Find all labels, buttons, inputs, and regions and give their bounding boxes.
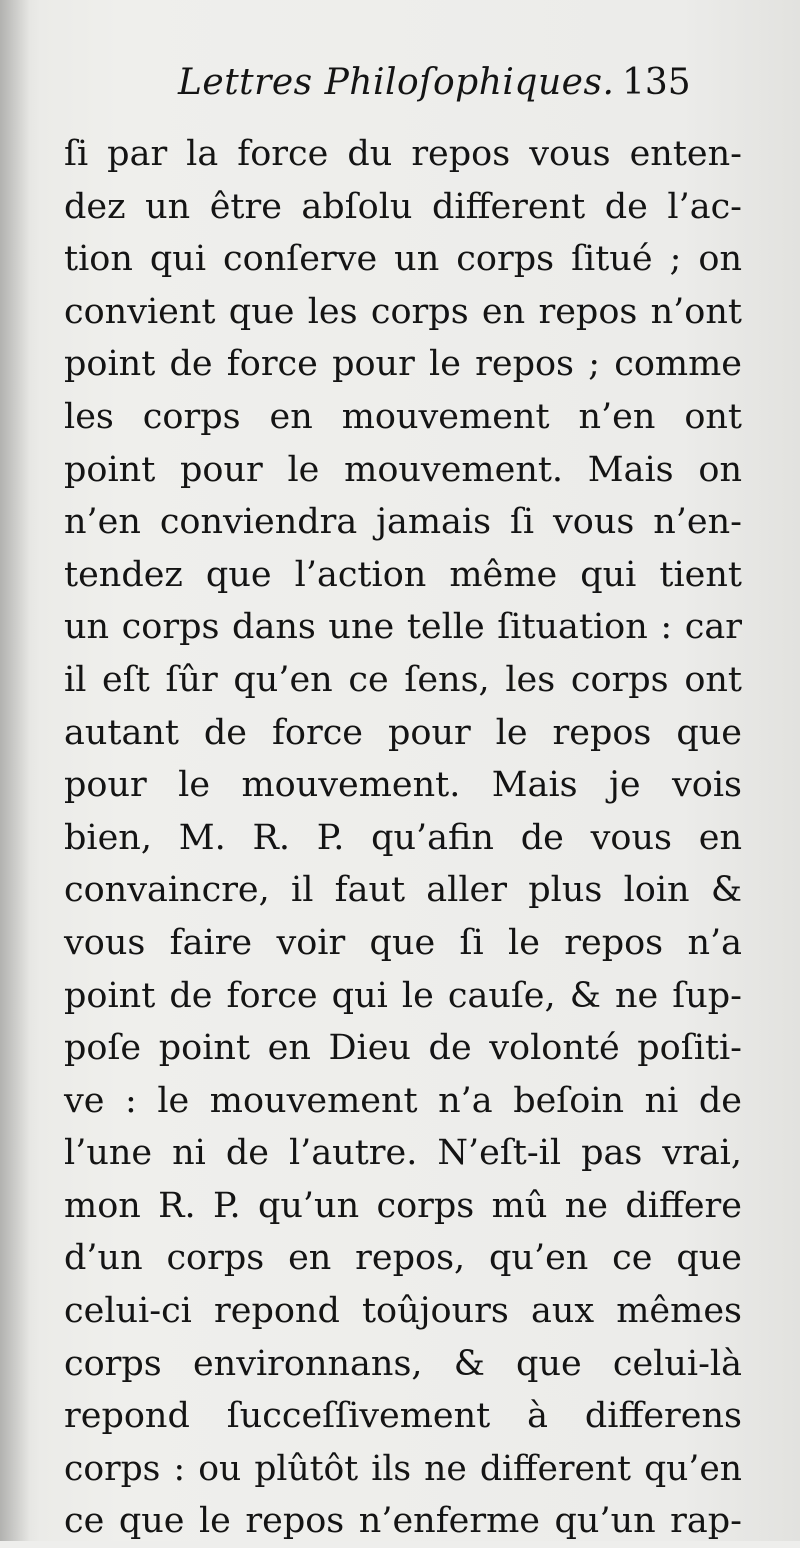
text-line: pour le mouvement. Mais je vois xyxy=(64,765,742,806)
text-line: corps : ou plûtôt ils ne different qu’en xyxy=(64,1448,742,1489)
text-line: ſi par la force du repos vous enten- xyxy=(64,134,742,174)
text-line: n’en conviendra jamais ſi vous n’en- xyxy=(64,502,742,543)
text-line: point de force pour le repos ; comme xyxy=(64,344,742,385)
page-number: 135 xyxy=(622,62,691,103)
text-line: vous faire voir que ſi le repos n’a xyxy=(64,922,742,963)
text-line: les corps en mouvement n’en ont xyxy=(64,396,742,437)
text-line: un corps dans une telle ſituation : car xyxy=(64,607,742,648)
running-title: Lettres Philoſophiques. xyxy=(178,62,615,103)
text-line: poſe point en Dieu de volonté poſiti- xyxy=(64,1028,742,1069)
text-line: tion qui conſerve un corps ſitué ; on xyxy=(64,239,742,280)
body-text xyxy=(64,128,742,1548)
text-line: point de force qui le cauſe, & ne ſup- xyxy=(64,975,742,1016)
text-line: celui-ci repond toûjours aux mêmes xyxy=(64,1291,742,1332)
text-line: corps environnans, & que celui-là xyxy=(64,1343,742,1384)
text-line: ce que le repos n’enferme qu’un rap- xyxy=(64,1501,742,1542)
text-line: bien, M. R. P. qu’afin de vous en xyxy=(64,817,742,858)
text-line: d’un corps en repos, qu’en ce que xyxy=(64,1238,742,1279)
text-line: convaincre, il faut aller plus loin & xyxy=(64,870,742,911)
text-line: convient que les corps en repos n’ont xyxy=(64,291,742,332)
binding-gutter-shadow xyxy=(0,0,30,1541)
text-line: dez un être abſolu different de l’ac- xyxy=(64,186,742,227)
text-line: point pour le mouvement. Mais on xyxy=(64,449,742,490)
text-line: l’une ni de l’autre. N’eſt-il pas vrai, xyxy=(64,1133,742,1174)
page-header xyxy=(0,62,800,122)
text-line: il eſt ſûr qu’en ce ſens, les corps ont xyxy=(64,659,742,700)
text-line: repond ſucceſſivement à differens xyxy=(64,1396,742,1437)
text-line: tendez que l’action même qui tient xyxy=(64,554,742,595)
text-line: autant de force pour le repos que xyxy=(64,712,742,753)
text-line: mon R. P. qu’un corps mû ne differe xyxy=(64,1185,742,1226)
text-line: ve : le mouvement n’a beſoin ni de xyxy=(64,1080,742,1121)
